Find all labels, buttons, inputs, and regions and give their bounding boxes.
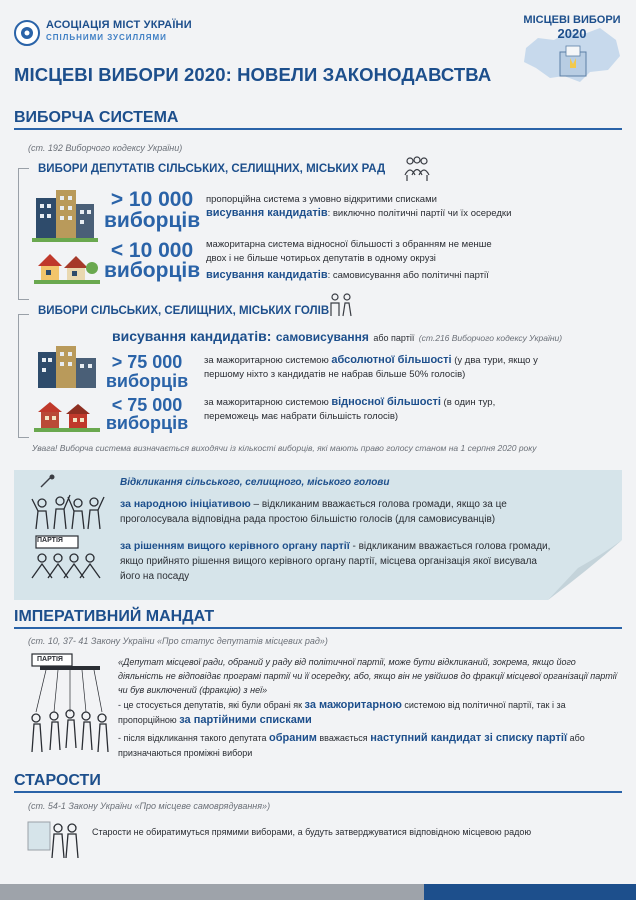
over10-nomination-label: висування кандидатів	[206, 207, 328, 219]
pin-icon	[38, 474, 56, 490]
bracket	[18, 168, 29, 300]
page-curl	[548, 540, 622, 600]
under10-unit: виборців	[104, 259, 201, 282]
mandate-p1-highlight: за мажоритарною	[304, 699, 402, 711]
divider	[14, 791, 622, 793]
recall-title: Відкликання сільського, селищного, міського голови	[120, 477, 390, 488]
over75-pre: за мажоритарною системою	[204, 355, 329, 366]
heads-or-parties: або партії	[373, 333, 415, 343]
electoral-heading: ВИБОРЧА СИСТЕМА	[14, 109, 179, 126]
under10-number: < 10 000	[110, 239, 194, 262]
under75-tail: (в один тур, переможець має набрати більшість голосів)	[204, 397, 496, 422]
protest-crowd-icon	[30, 493, 106, 533]
starosty-heading: СТАРОСТИ	[14, 772, 101, 789]
attention-note: Увага! Виборча система визначається виходячи із кількості виборців, які мають право голосу станом на 1 серпня 2020 року	[32, 443, 537, 453]
puppet-party-icon	[22, 652, 114, 758]
under75-highlight: відносної більшості	[331, 396, 441, 408]
small-town-icon	[34, 398, 100, 432]
divider	[14, 627, 622, 629]
under10-nomination-label: висування кандидатів	[206, 269, 328, 281]
mandate-heading: ІМПЕРАТИВНИЙ МАНДАТ	[14, 608, 215, 625]
mayor-candidates-icon	[328, 292, 354, 318]
over75-highlight: абсолютної більшості	[331, 354, 452, 366]
party-sign-label: ПАРТІЯ	[37, 656, 63, 663]
crowd-icon	[402, 155, 432, 183]
under75-pre: за мажоритарною системою	[204, 397, 329, 408]
mandate-p1-mid: системою від політичної партії, так і за пропорційною	[118, 700, 566, 725]
badge-year: 2020	[557, 26, 587, 41]
mandate-p1-highlight-2: за партійними списками	[179, 714, 312, 726]
village-houses-icon	[34, 246, 100, 284]
footer-bar	[0, 884, 636, 900]
over10-nomination	[206, 206, 536, 221]
over10-unit: виборців	[104, 209, 201, 232]
under10-nomination	[206, 268, 536, 283]
under75-description	[204, 395, 544, 424]
mandate-quote: «Депутат місцевої ради, обраний у раду від політичної партії, може бути відкликаний, зокрема, якщо його діяльність не відповідає програмі партії чи її осередку, або, якщо він не увійшов до фракції місцевої організації партії чи був виключений (фракцію) з неї»	[118, 657, 617, 695]
large-city-icon	[34, 346, 100, 390]
under75-unit: виборців	[105, 413, 189, 433]
heads-nomination-label: висування кандидатів:	[112, 328, 272, 344]
mandate-p2-pre: - після відкликання такого депутата	[118, 733, 267, 743]
over10-description: пропорційна система з умовно відкритими списками	[206, 194, 437, 205]
under75-number: < 75 000	[111, 395, 183, 415]
over75-tail: (у два тури, якщо у першому ніхто з кандидатів не набрав більше 50% голосів)	[204, 355, 538, 380]
org-motto: СПІЛЬНИМИ ЗУСИЛЛЯМИ	[46, 33, 167, 42]
mandate-p2-mid: вважається	[319, 733, 368, 743]
over75-description	[204, 353, 544, 382]
bracket	[18, 314, 29, 438]
org-name: АСОЦІАЦІЯ МІСТ УКРАЇНИ	[46, 19, 192, 31]
party-sign-label: ПАРТІЯ	[37, 537, 63, 544]
mandate-p2-highlight: обраним	[268, 732, 317, 744]
page-title: МІСЦЕВІ ВИБОРИ 2020: НОВЕЛИ ЗАКОНОДАВСТВА	[14, 64, 492, 85]
mandate-p2-highlight-2: наступний кандидат зі списку партії	[370, 732, 568, 744]
mandate-point-1	[118, 698, 622, 728]
badge-title: МІСЦЕВІ ВИБОРИ	[523, 14, 621, 26]
starosty-ref: (ст. 54-1 Закону України «Про місцеве самоврядування»)	[28, 801, 271, 811]
mandate-ref: (ст. 10, 37- 41 Закону України «Про статус депутатів місцевих рад»)	[28, 636, 328, 646]
over75-number: > 75 000	[111, 352, 183, 372]
council-approval-icon	[26, 818, 84, 862]
recall-item-1-label: за народною ініціативою	[120, 498, 251, 510]
recall-item-2	[120, 539, 552, 584]
over10-number: > 10 000	[110, 188, 194, 211]
starosty-text: Старости не обиратимуться прямими виборами, а будуть затверджуватися відповідною місцевою радою	[92, 827, 532, 837]
mandate-p1-pre: - це стосується депутатів, які були обрані як	[118, 700, 303, 710]
recall-item-1	[120, 497, 544, 527]
over10-nomination-text: : виключно політичні партії чи їх осередки	[327, 208, 512, 219]
divider	[14, 128, 622, 130]
under10-description: мажоритарна система відносної більшості з обранням не менше двох і не більше чотирьох депутатів в одному окрузі	[206, 239, 492, 264]
city-buildings-icon	[32, 188, 98, 242]
recall-item-1-text: – відкликаним вважається голова громади, якщо за це проголосувала відповідна рада простою більшістю голосів (для самовисуванців)	[120, 499, 507, 525]
mandate-point-2	[118, 731, 622, 761]
heads-selfnomination: самовисування	[275, 330, 369, 344]
recall-item-2-text: - відкликаним вважається голова громади, якщо прийнято рішення вищого керівного органу партії, місцева організація якої висувала його на посаду	[120, 541, 551, 582]
heads-heading: ВИБОРИ СІЛЬСЬКИХ, СЕЛИЩНИХ, МІСЬКИХ ГОЛІВ	[38, 305, 330, 317]
mandate-p2-tail: або призначаються проміжні вибори	[118, 733, 585, 758]
under10-nomination-text: : самовисування або політичні партії	[327, 270, 489, 281]
association-logo-icon	[14, 20, 40, 46]
recall-item-2-label: за рішенням вищого керівного органу партії	[120, 540, 350, 552]
deputies-heading: ВИБОРИ ДЕПУТАТІВ СІЛЬСЬКИХ, СЕЛИЩНИХ, МІСЬКИХ РАД	[38, 163, 386, 175]
heads-nomination	[112, 328, 562, 346]
electoral-ref: (ст. 192 Виборчого кодексу України)	[28, 143, 183, 153]
heads-ref: (ст.216 Виборчого кодексу України)	[418, 333, 563, 343]
over75-unit: виборців	[105, 371, 189, 391]
